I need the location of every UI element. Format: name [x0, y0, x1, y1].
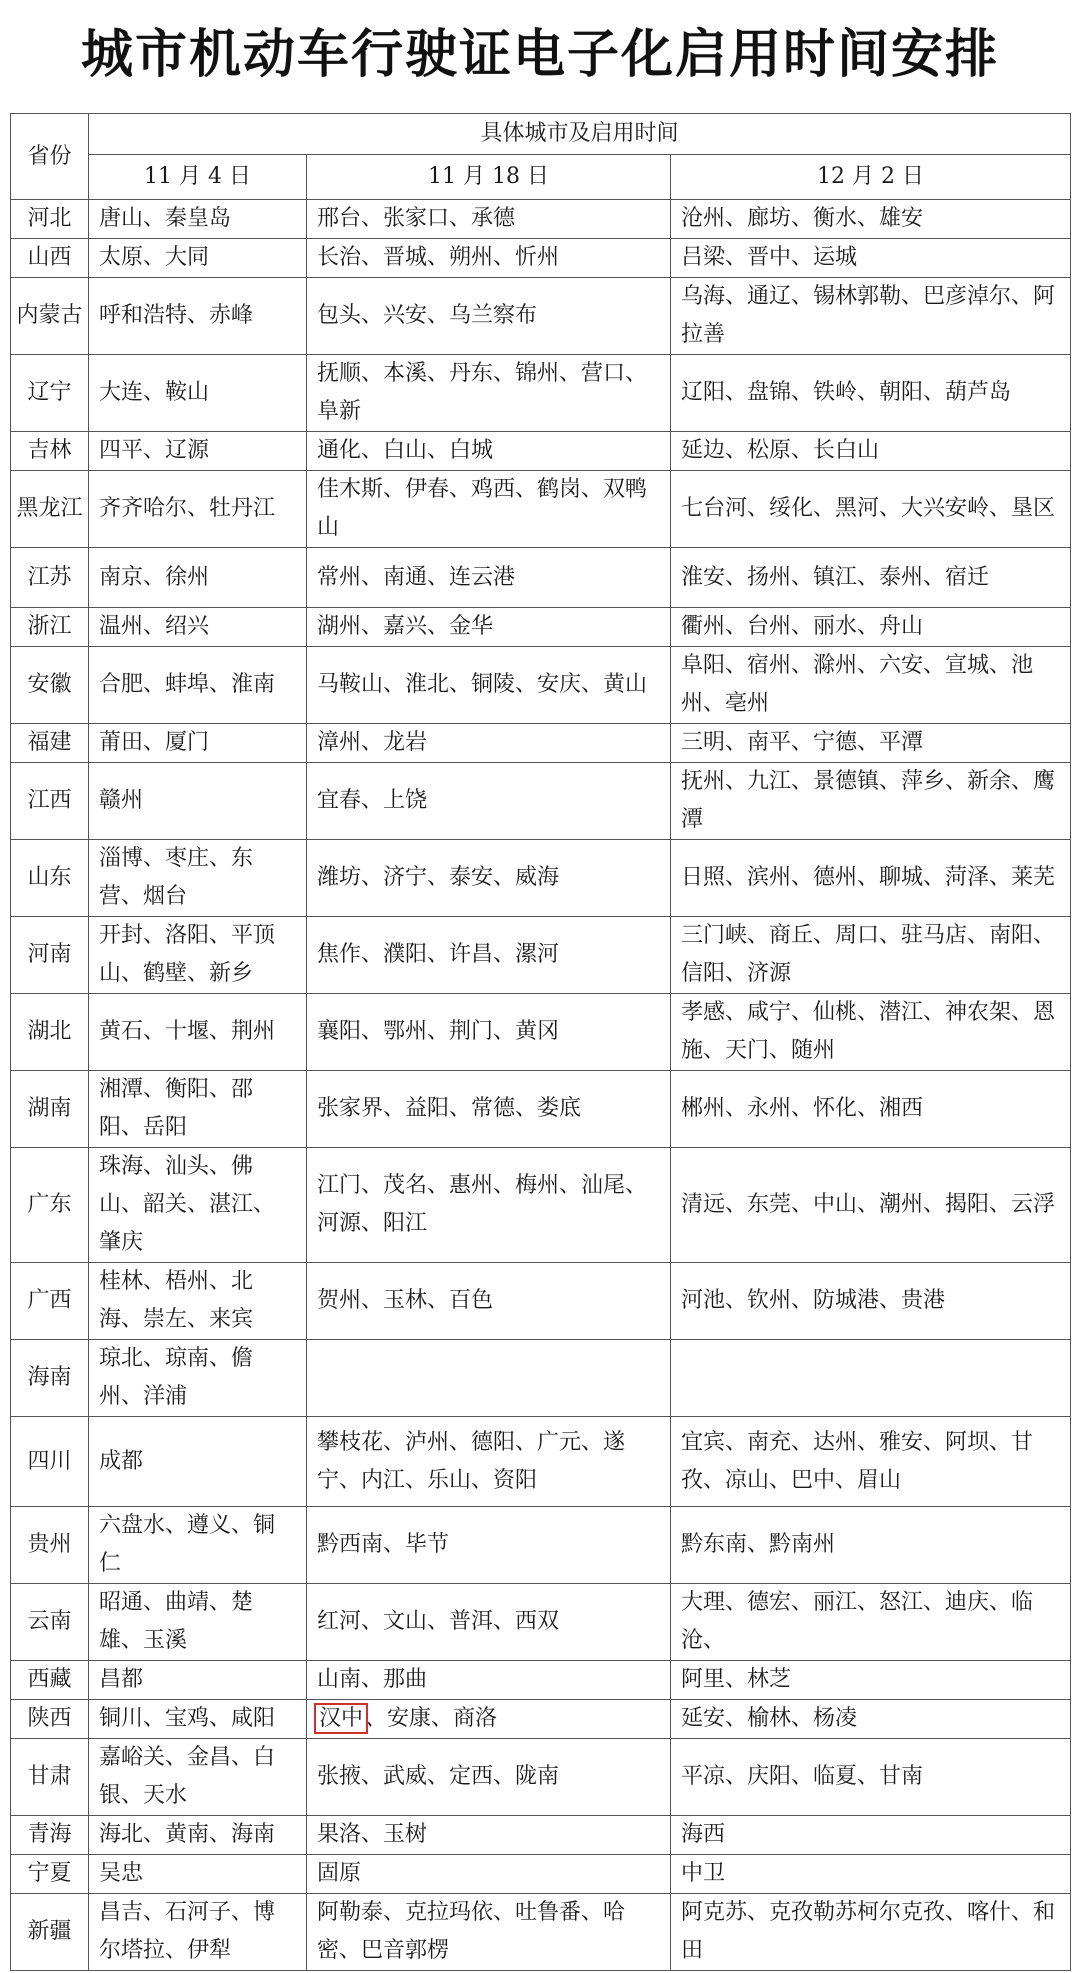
cities-cell-3: 大理、德宏、丽江、怒江、迪庆、临沧、 — [671, 1584, 1071, 1661]
cities-cell-1: 吴忠 — [89, 1855, 307, 1894]
cities-cell-3: 海西 — [671, 1816, 1071, 1855]
cities-cell-1: 齐齐哈尔、牡丹江 — [89, 471, 307, 548]
table-row — [11, 1148, 1071, 1263]
cities-cell-3: 宜宾、南充、达州、雅安、阿坝、甘孜、凉山、巴中、眉山 — [671, 1417, 1071, 1507]
cities-cell-3: 吕梁、晋中、运城 — [671, 239, 1071, 278]
table-row — [11, 1071, 1071, 1148]
province-cell: 浙江 — [11, 608, 89, 647]
cities-cell-1: 赣州 — [89, 763, 307, 840]
province-cell: 新疆 — [11, 1894, 89, 1971]
cities-cell-3: 平凉、庆阳、临夏、甘南 — [671, 1739, 1071, 1816]
cities-cell-3: 三门峡、商丘、周口、驻马店、南阳、信阳、济源 — [671, 917, 1071, 994]
table-row — [11, 608, 1071, 647]
date-header-nov4: 11 月 4 日 — [89, 155, 307, 200]
cities-cell-3: 衢州、台州、丽水、舟山 — [671, 608, 1071, 647]
cities-cell-2: 襄阳、鄂州、荆门、黄冈 — [307, 994, 671, 1071]
cities-cell-1: 桂林、梧州、北海、崇左、来宾 — [89, 1263, 307, 1340]
table-row — [11, 1739, 1071, 1816]
date-header-nov18: 11 月 18 日 — [307, 155, 671, 200]
province-cell: 甘肃 — [11, 1739, 89, 1816]
cities-cell-1: 珠海、汕头、佛山、韶关、湛江、肇庆 — [89, 1148, 307, 1263]
province-cell: 湖南 — [11, 1071, 89, 1148]
cities-cell-2: 张家界、益阳、常德、娄底 — [307, 1071, 671, 1148]
table-row — [11, 355, 1071, 432]
province-cell: 四川 — [11, 1417, 89, 1507]
table-row — [11, 1855, 1071, 1894]
table-row — [11, 724, 1071, 763]
table-row — [11, 994, 1071, 1071]
cities-cell-1: 成都 — [89, 1417, 307, 1507]
province-cell: 青海 — [11, 1816, 89, 1855]
cities-cell-1: 呼和浩特、赤峰 — [89, 278, 307, 355]
province-cell: 福建 — [11, 724, 89, 763]
province-header: 省份 — [11, 114, 89, 200]
table-row — [11, 647, 1071, 724]
cities-cell-2: 攀枝花、泸州、德阳、广元、遂宁、内江、乐山、资阳 — [307, 1417, 671, 1507]
cities-cell-1: 温州、绍兴 — [89, 608, 307, 647]
cities-cell-1: 六盘水、遵义、铜仁 — [89, 1507, 307, 1584]
cities-cell-2: 通化、白山、白城 — [307, 432, 671, 471]
cities-cell-2: 黔西南、毕节 — [307, 1507, 671, 1584]
cities-cell-1: 南京、徐州 — [89, 548, 307, 608]
cities-cell-2: 果洛、玉树 — [307, 1816, 671, 1855]
cities-cell-2 — [307, 1700, 671, 1739]
table-row — [11, 840, 1071, 917]
province-cell: 陕西 — [11, 1700, 89, 1739]
table-row — [11, 1584, 1071, 1661]
province-cell: 山西 — [11, 239, 89, 278]
province-cell: 黑龙江 — [11, 471, 89, 548]
cities-cell-3: 延边、松原、长白山 — [671, 432, 1071, 471]
cities-cell-3: 阿克苏、克孜勒苏柯尔克孜、喀什、和田 — [671, 1894, 1071, 1971]
cities-cell-1: 唐山、秦皇岛 — [89, 200, 307, 239]
cities-cell-1: 淄博、枣庄、东营、烟台 — [89, 840, 307, 917]
cities-cell-3: 延安、榆林、杨凌 — [671, 1700, 1071, 1739]
cities-cell-3: 淮安、扬州、镇江、泰州、宿迁 — [671, 548, 1071, 608]
cities-cell-2: 贺州、玉林、百色 — [307, 1263, 671, 1340]
province-cell: 河北 — [11, 200, 89, 239]
table-row — [11, 1417, 1071, 1507]
table-row — [11, 1263, 1071, 1340]
cities-cell-1: 海北、黄南、海南 — [89, 1816, 307, 1855]
cities-cell-3: 乌海、通辽、锡林郭勒、巴彦淖尔、阿拉善 — [671, 278, 1071, 355]
cities-cell-2: 红河、文山、普洱、西双 — [307, 1584, 671, 1661]
cities-cell-3: 辽阳、盘锦、铁岭、朝阳、葫芦岛 — [671, 355, 1071, 432]
province-cell: 山东 — [11, 840, 89, 917]
table-row — [11, 432, 1071, 471]
cities-cell-1: 合肥、蚌埠、淮南 — [89, 647, 307, 724]
cities-cell-3: 中卫 — [671, 1855, 1071, 1894]
province-cell: 广西 — [11, 1263, 89, 1340]
header-row-dates — [11, 155, 1071, 200]
province-cell: 云南 — [11, 1584, 89, 1661]
cities-cell-1: 昌吉、石河子、博尔塔拉、伊犁 — [89, 1894, 307, 1971]
province-cell: 江西 — [11, 763, 89, 840]
cities-cell-2: 佳木斯、伊春、鸡西、鹤岗、双鸭山 — [307, 471, 671, 548]
province-cell: 西藏 — [11, 1661, 89, 1700]
cities-cell-1: 湘潭、衡阳、邵阳、岳阳 — [89, 1071, 307, 1148]
cities-cell-3: 黔东南、黔南州 — [671, 1507, 1071, 1584]
table-row — [11, 278, 1071, 355]
cities-cell-3: 阿里、林芝 — [671, 1661, 1071, 1700]
cities-cell-1: 开封、洛阳、平顶山、鹤壁、新乡 — [89, 917, 307, 994]
cities-cell-1: 铜川、宝鸡、咸阳 — [89, 1700, 307, 1739]
table-row — [11, 1816, 1071, 1855]
date-header-dec2: 12 月 2 日 — [671, 155, 1071, 200]
cities-cell-1: 太原、大同 — [89, 239, 307, 278]
table-row — [11, 239, 1071, 278]
cities-cell-2: 江门、茂名、惠州、梅州、汕尾、河源、阳江 — [307, 1148, 671, 1263]
table-row — [11, 1661, 1071, 1700]
cities-cell-2: 张掖、武威、定西、陇南 — [307, 1739, 671, 1816]
province-cell: 海南 — [11, 1340, 89, 1417]
province-cell: 安徽 — [11, 647, 89, 724]
cities-cell-1: 大连、鞍山 — [89, 355, 307, 432]
cities-cell-1: 琼北、琼南、儋州、洋浦 — [89, 1340, 307, 1417]
cities-cell-1: 四平、辽源 — [89, 432, 307, 471]
schedule-table — [10, 113, 1071, 1971]
cities-cell-2: 湖州、嘉兴、金华 — [307, 608, 671, 647]
province-cell: 宁夏 — [11, 1855, 89, 1894]
province-cell: 广东 — [11, 1148, 89, 1263]
cities-cell-3: 郴州、永州、怀化、湘西 — [671, 1071, 1071, 1148]
cities-cell-2: 潍坊、济宁、泰安、威海 — [307, 840, 671, 917]
header-row-group — [11, 114, 1071, 155]
province-cell: 江苏 — [11, 548, 89, 608]
cities-cell-2: 常州、南通、连云港 — [307, 548, 671, 608]
cities-cell-2: 固原 — [307, 1855, 671, 1894]
cities-cell-3: 阜阳、宿州、滁州、六安、宣城、池州、亳州 — [671, 647, 1071, 724]
province-cell: 湖北 — [11, 994, 89, 1071]
cities-cell-3: 日照、滨州、德州、聊城、菏泽、莱芜 — [671, 840, 1071, 917]
table-row — [11, 1340, 1071, 1417]
cities-cell-2: 焦作、濮阳、许昌、漯河 — [307, 917, 671, 994]
schedule-body — [11, 200, 1071, 1971]
cities-cell-2: 宜春、上饶 — [307, 763, 671, 840]
cities-cell-3: 孝感、咸宁、仙桃、潜江、神农架、恩施、天门、随州 — [671, 994, 1071, 1071]
cities-cell-1: 嘉峪关、金昌、白银、天水 — [89, 1739, 307, 1816]
table-row — [11, 763, 1071, 840]
table-row — [11, 200, 1071, 239]
cities-cell-2: 阿勒泰、克拉玛依、吐鲁番、哈密、巴音郭楞 — [307, 1894, 671, 1971]
cities-cell-2: 邢台、张家口、承德 — [307, 200, 671, 239]
highlighted-city: 汉中 — [319, 1706, 364, 1731]
cities-cell-2: 山南、那曲 — [307, 1661, 671, 1700]
cities-cell-2: 长治、晋城、朔州、忻州 — [307, 239, 671, 278]
cities-cell-2: 包头、兴安、乌兰察布 — [307, 278, 671, 355]
cities-text: 、安康、商洛 — [365, 1706, 498, 1731]
cities-cell-2: 抚顺、本溪、丹东、锦州、营口、阜新 — [307, 355, 671, 432]
table-row — [11, 471, 1071, 548]
cities-cell-2: 马鞍山、淮北、铜陵、安庆、黄山 — [307, 647, 671, 724]
table-row — [11, 1700, 1071, 1739]
cities-cell-1: 莆田、厦门 — [89, 724, 307, 763]
table-row — [11, 1894, 1071, 1971]
table-row — [11, 917, 1071, 994]
cities-cell-1: 昭通、曲靖、楚雄、玉溪 — [89, 1584, 307, 1661]
province-cell: 吉林 — [11, 432, 89, 471]
cities-cell-3: 七台河、绥化、黑河、大兴安岭、垦区 — [671, 471, 1071, 548]
cities-cell-2: 漳州、龙岩 — [307, 724, 671, 763]
cities-cell-1: 昌都 — [89, 1661, 307, 1700]
cities-group-header: 具体城市及启用时间 — [89, 114, 1071, 155]
cities-cell-3: 清远、东莞、中山、潮州、揭阳、云浮 — [671, 1148, 1071, 1263]
cities-cell-3: 抚州、九江、景德镇、萍乡、新余、鹰潭 — [671, 763, 1071, 840]
cities-cell-3: 三明、南平、宁德、平潭 — [671, 724, 1071, 763]
province-cell: 贵州 — [11, 1507, 89, 1584]
cities-cell-1: 黄石、十堰、荆州 — [89, 994, 307, 1071]
cities-cell-2 — [307, 1340, 671, 1417]
cities-cell-3: 河池、钦州、防城港、贵港 — [671, 1263, 1071, 1340]
cities-cell-3: 沧州、廊坊、衡水、雄安 — [671, 200, 1071, 239]
province-cell: 河南 — [11, 917, 89, 994]
province-cell: 辽宁 — [11, 355, 89, 432]
document-title: 城市机动车行驶证电子化启用时间安排 — [80, 25, 999, 85]
table-row — [11, 1507, 1071, 1584]
table-row — [11, 548, 1071, 608]
cities-cell-3 — [671, 1340, 1071, 1417]
province-cell: 内蒙古 — [11, 278, 89, 355]
